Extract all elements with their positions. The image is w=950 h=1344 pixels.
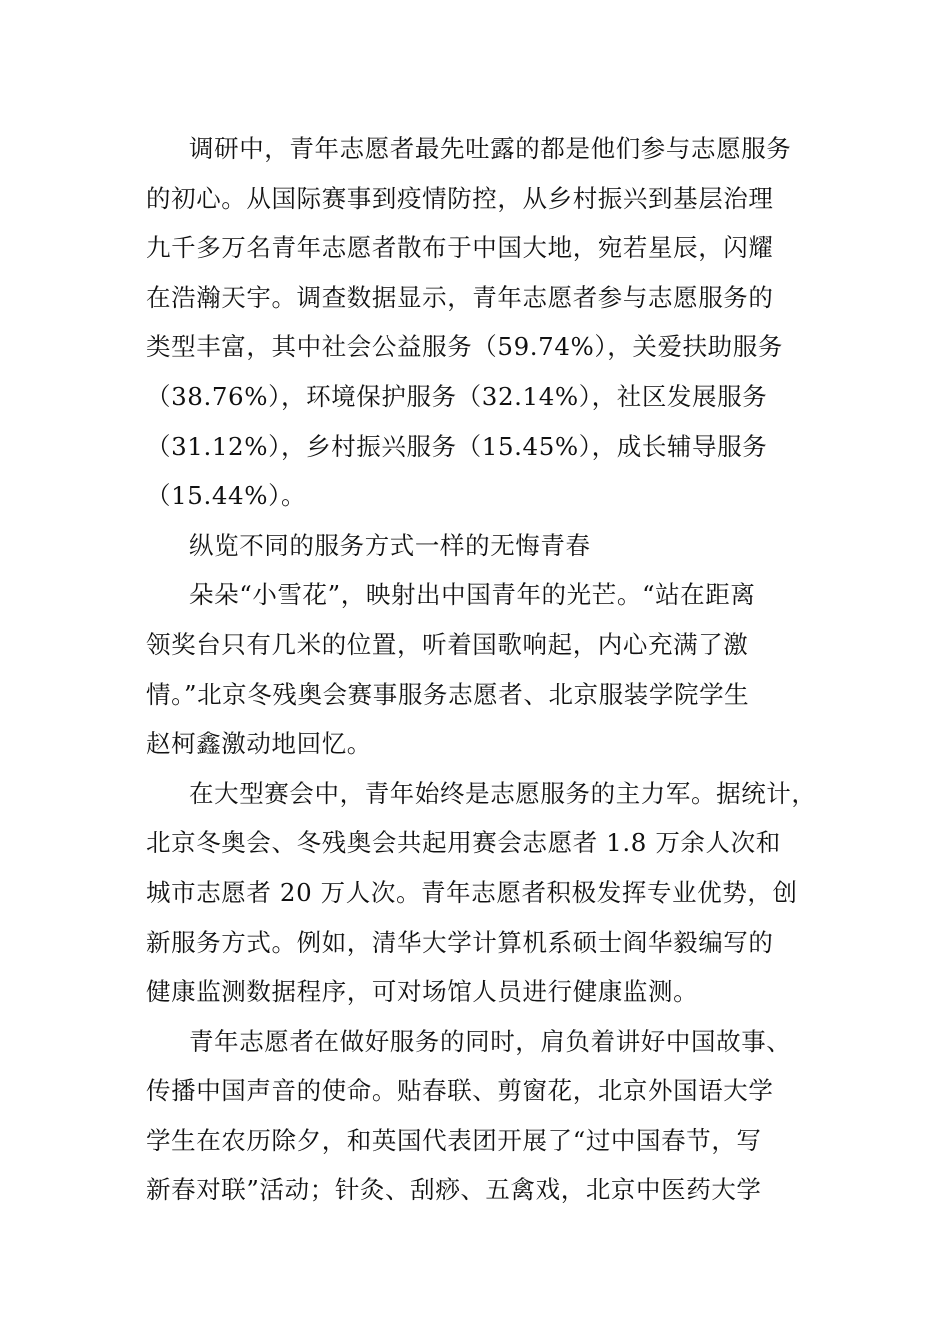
text-line: 青年志愿者在做好服务的同时，肩负着讲好中国故事、 bbox=[189, 1026, 792, 1056]
text-line: 调研中，青年志愿者最先吐露的都是他们参与志愿服务 bbox=[189, 134, 792, 163]
text-line: 新服务方式。例如，清华大学计算机系硕士阎华毅编写的 bbox=[146, 927, 774, 957]
text-line: 城市志愿者 20 万人次。青年志愿者积极发挥专业优势，创 bbox=[146, 877, 798, 907]
text-line: 朵朵“小雪花”，映射出中国青年的光芒。“站在距离 bbox=[189, 580, 756, 610]
text-line: 学生在农历除夕，和英国代表团开展了“过中国春节，写 bbox=[146, 1125, 762, 1155]
text-line: 情。”北京冬残奥会赛事服务志愿者、北京服装学院学生 bbox=[146, 679, 750, 709]
text-line: （15.44%）。 bbox=[146, 481, 307, 511]
text-line: 在大型赛会中，青年始终是志愿服务的主力军。据统计， bbox=[189, 778, 817, 808]
text-line: （38.76%），环境保护服务（32.14%），社区发展服务 bbox=[146, 381, 768, 411]
text-line: 健康监测数据程序，可对场馆人员进行健康监测。 bbox=[146, 977, 699, 1007]
text-line: 北京冬奥会、冬残奥会共起用赛会志愿者 1.8 万余人次和 bbox=[146, 828, 781, 858]
text-line: 的初心。从国际赛事到疫情防控，从乡村振兴到基层治理 bbox=[146, 183, 774, 213]
text-line: 传播中国声音的使命。贴春联、剪窗花，北京外国语大学 bbox=[146, 1076, 774, 1106]
section-heading: 纵览不同的服务方式一样的无悔青春 bbox=[189, 530, 591, 560]
text-line: 赵柯鑫激动地回忆。 bbox=[146, 729, 372, 759]
text-line: 在浩瀚天宇。调查数据显示，青年志愿者参与志愿服务的 bbox=[146, 282, 774, 312]
text-line: 领奖台只有几米的位置，听着国歌响起，内心充满了激 bbox=[146, 629, 749, 659]
document-body bbox=[146, 124, 817, 1215]
text-line: （31.12%），乡村振兴服务（15.45%），成长辅导服务 bbox=[146, 431, 768, 461]
text-line: 类型丰富，其中社会公益服务（59.74%），关爱扶助服务 bbox=[146, 332, 783, 362]
text-line: 新春对联”活动；针灸、刮痧、五禽戏，北京中医药大学 bbox=[146, 1175, 762, 1205]
text-line: 九千多万名青年志愿者散布于中国大地，宛若星辰，闪耀 bbox=[146, 233, 774, 263]
